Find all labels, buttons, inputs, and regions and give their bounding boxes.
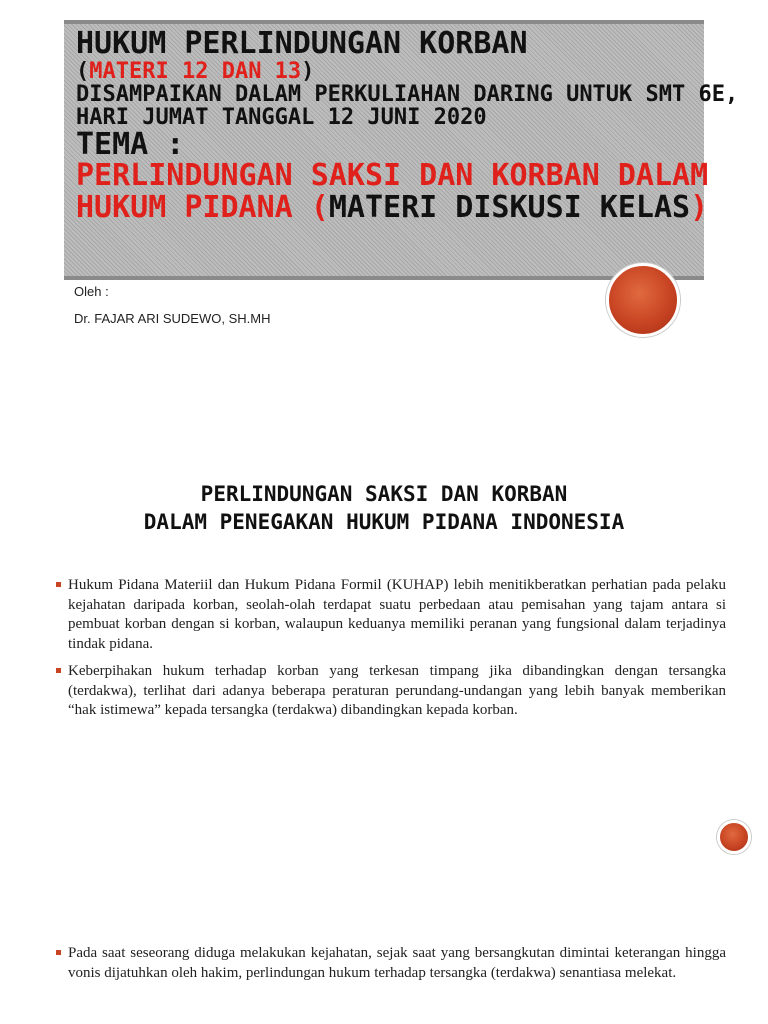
slide-title (0, 0, 768, 440)
delivered-line-2: HARI JUMAT TANGGAL 12 JUNI 2020 (76, 104, 487, 130)
tema-line-2-close: ) (690, 189, 709, 225)
bullet-square-icon (56, 582, 61, 587)
orange-circle-icon (606, 263, 680, 337)
list-item (56, 576, 726, 654)
slide2-title (20, 480, 748, 537)
bullet-text: Keberpihakan hukum terhadap korban yang terkesan timpang jika dibandingkan dengan tersangka (terdakwa), terlihat dari adanya beberapa peraturan perundang-undangan yang lebih banyak memberikan “hak istimewa” kepada tersangka (terdakwa) dibandingkan kepada korban. (68, 663, 726, 718)
tema-label: TEMA : (76, 126, 185, 162)
bullet-text: Hukum Pidana Materiil dan Hukum Pidana Formil (KUHAP) lebih menitikberatkan perhatian pada pelaku kejahatan daripada korban, seolah-olah terdapat suatu perbedaan atau pemisahan yang tajam antara si pembuat korban dengan si korban, walaupun keduanya memiliki peranan yang fungsional dalam terjadinya tindak pidana. (68, 577, 726, 652)
main-title: HUKUM PERLINDUNGAN KORBAN (76, 26, 528, 61)
materi-line (76, 60, 698, 83)
slide2-title-line-1: PERLINDUNGAN SAKSI DAN KORBAN (200, 482, 568, 506)
slide2-bullet-list (56, 576, 726, 729)
tema-line-2-red: HUKUM PIDANA ( (76, 189, 329, 225)
title-text-block (76, 26, 739, 225)
list-item (56, 662, 726, 721)
tema-line-2 (76, 189, 709, 225)
author-name: Dr. FAJAR ARI SUDEWO, SH.MH (74, 311, 271, 326)
materi-close-paren: ) (301, 58, 315, 84)
bullet-text: Pada saat seseorang diduga melakukan kejahatan, sejak saat yang bersangkutan dimintai keterangan hingga vonis dijatuhkan oleh hakim, perlindungan hukum terhadap tersangka (terdakwa) senantiasa melekat. (68, 945, 726, 981)
delivered-line-1: DISAMPAIKAN DALAM PERKULIAHAN DARING UNTUK SMT 6E, (76, 81, 739, 107)
bullet-square-icon (56, 950, 61, 955)
list-item (56, 944, 726, 983)
slide-content-2 (0, 910, 768, 1024)
by-label: Oleh : (74, 284, 109, 299)
materi-text: MATERI 12 DAN 13 (89, 58, 302, 84)
tema-line-1: PERLINDUNGAN SAKSI DAN KORBAN DALAM (76, 158, 709, 194)
author-block (74, 284, 270, 338)
slide-content-1 (0, 440, 768, 910)
materi-open-paren: ( (76, 58, 90, 84)
tema-line-2-black: MATERI DISKUSI KELAS (328, 189, 691, 225)
orange-circle-icon (717, 820, 751, 854)
bullet-square-icon (56, 668, 61, 673)
slide3-bullet-list (56, 944, 726, 991)
title-band (64, 20, 739, 280)
slide2-title-line-2: DALAM PENEGAKAN HUKUM PIDANA INDONESIA (143, 510, 625, 535)
